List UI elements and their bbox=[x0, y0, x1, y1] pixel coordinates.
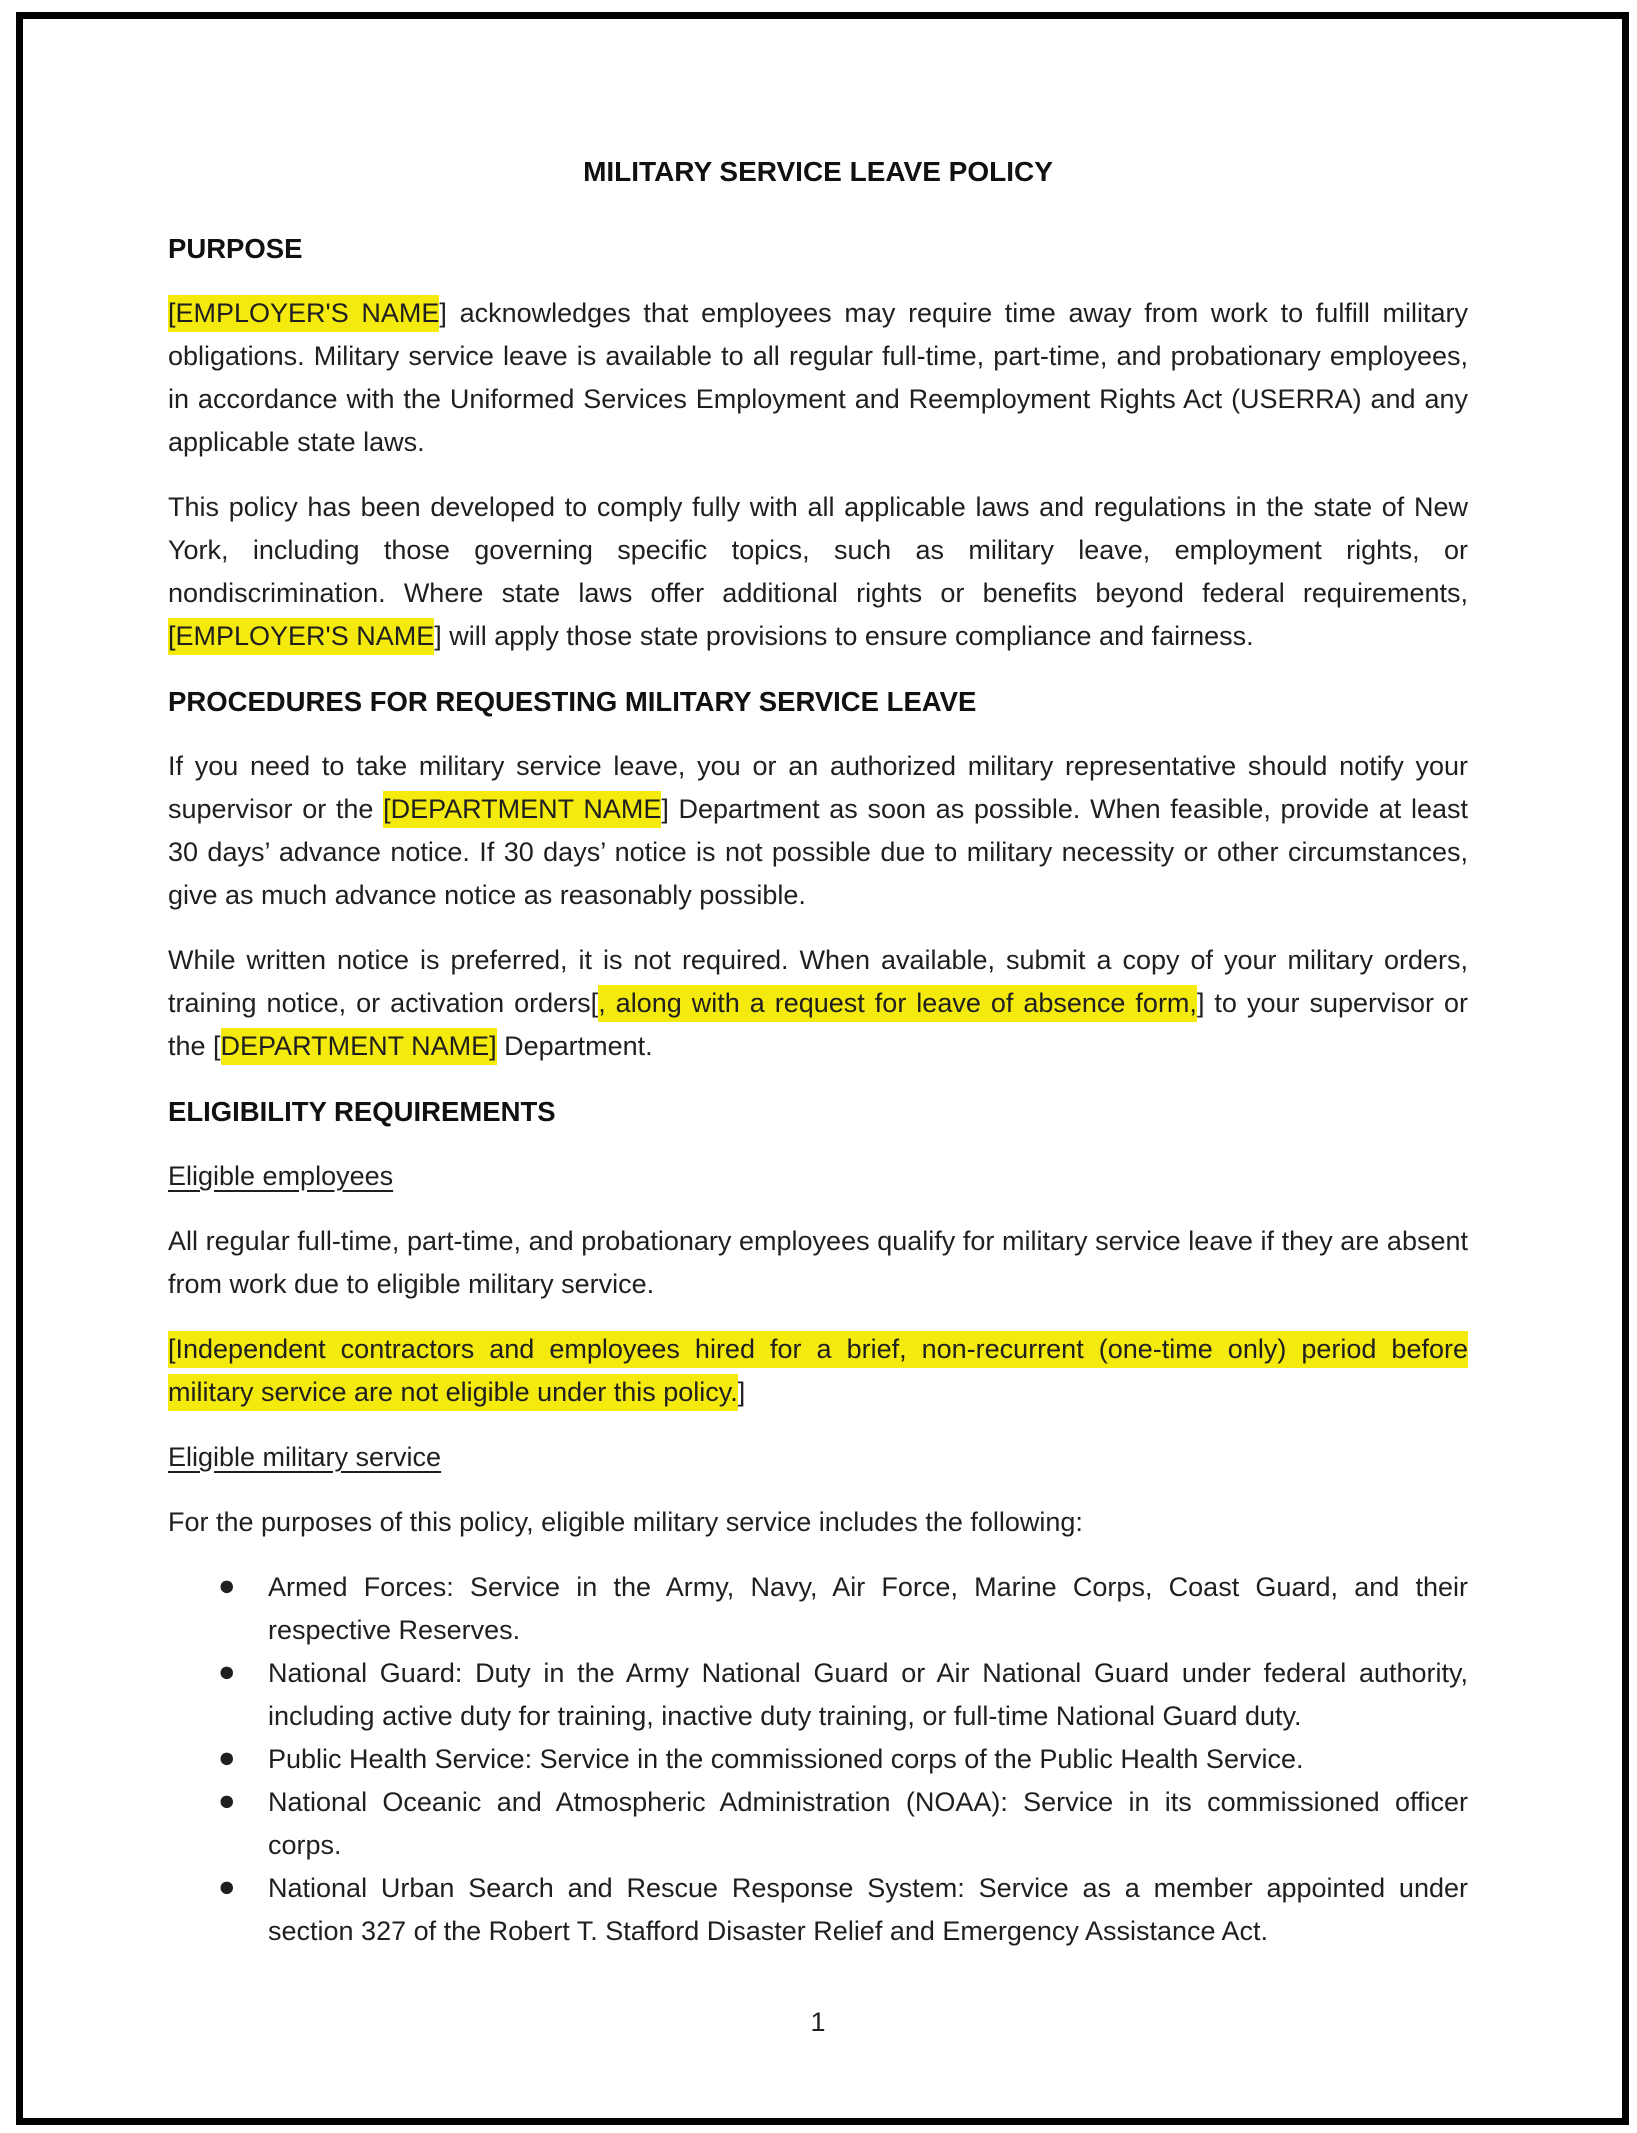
bullet-text: Armed Forces: Service in the Army, Navy, Air Force, Marine Corps, Coast Guard, and their respective Reserves. bbox=[268, 1572, 1468, 1645]
section-heading-eligibility: ELIGIBILITY REQUIREMENTS bbox=[168, 1096, 556, 1127]
bullet-item-armed-forces bbox=[168, 1566, 1468, 1652]
section-heading-procedures: PROCEDURES FOR REQUESTING MILITARY SERVICE LEAVE bbox=[168, 686, 977, 717]
bullet-text: National Urban Search and Rescue Response System: Service as a member appointed under section 327 of the Robert T. Stafford Disaster Relief and Emergency Assistance Act. bbox=[268, 1873, 1468, 1946]
paragraph-text: This policy has been developed to comply fully with all applicable laws and regulations in the state of New York, including those governing specific topics, such as military leave, employment rights, or nondiscrimination. Where state laws offer additional rights or benefits beyond federal requirements, bbox=[168, 492, 1468, 608]
bullet-icon: ● bbox=[218, 1871, 236, 1903]
paragraph-text: ] acknowledges that employees may require time away from work to fulfill military obligations. Military service leave is available to all regular full-time, part-time, and probationary employees, in accordance with the Uniformed Services Employment and Reemployment Rights Act (USERRA) and any applicable state laws. bbox=[168, 298, 1468, 457]
paragraph-text: ] will apply those state provisions to ensure compliance and fairness. bbox=[434, 621, 1254, 651]
paragraph-text: ] Department as soon as possible. When feasible, provide at least 30 days’ advance notice. If 30 days’ notice is not possible due to military necessity or other circumstances, give as much advance notice as reasonably possible. bbox=[168, 794, 1468, 910]
paragraph-text: ] to your supervisor or the [ bbox=[168, 988, 1469, 1061]
paragraph-text: All regular full-time, part-time, and probationary employees qualify for military service leave if they are absent from work due to eligible military service. bbox=[168, 1226, 1468, 1299]
bullet-text: National Guard: Duty in the Army National Guard or Air National Guard under federal authority, including active duty for training, inactive duty training, or full-time National Guard duty. bbox=[268, 1658, 1468, 1731]
bullet-icon: ● bbox=[218, 1570, 236, 1602]
paragraph-procedures-1 bbox=[168, 745, 1468, 917]
bullet-item-public-health-service bbox=[168, 1738, 1468, 1781]
page-number: 1 bbox=[810, 2007, 826, 2037]
paragraph-text: Department. bbox=[496, 1031, 653, 1061]
subheading-eligible-employees: Eligible employees bbox=[168, 1161, 394, 1191]
document-content bbox=[168, 0, 1468, 2044]
paragraph-text: ] bbox=[737, 1377, 746, 1407]
document-title: MILITARY SERVICE LEAVE POLICY bbox=[583, 156, 1053, 187]
bullet-icon: ● bbox=[218, 1785, 236, 1817]
bullet-text: Public Health Service: Service in the commissioned corps of the Public Health Service. bbox=[268, 1744, 1304, 1774]
paragraph-contractors-exclusion bbox=[168, 1328, 1468, 1414]
bullet-icon: ● bbox=[218, 1656, 236, 1688]
eligible-service-bullet-list bbox=[168, 1566, 1468, 1953]
placeholder-department-name: [DEPARTMENT NAME bbox=[383, 791, 661, 828]
paragraph-text: If you need to take military service leave, you or an authorized military representative should notify your supervisor or the bbox=[168, 751, 1468, 824]
placeholder-leave-of-absence-clause: , along with a request for leave of absence form, bbox=[598, 985, 1197, 1022]
paragraph-text: While written notice is preferred, it is not required. When available, submit a copy of your military orders, training notice, or activation orders[ bbox=[168, 945, 1468, 1018]
paragraph-text: For the purposes of this policy, eligible military service includes the following: bbox=[168, 1507, 1083, 1537]
placeholder-department-name: DEPARTMENT NAME] bbox=[221, 1028, 497, 1065]
paragraph-purpose-1 bbox=[168, 292, 1468, 464]
paragraph-purpose-2 bbox=[168, 486, 1468, 658]
paragraph-eligible-service-intro bbox=[168, 1501, 1468, 1544]
placeholder-contractors-clause: [Independent contractors and employees hired for a brief, non-recurrent (one-time only) period before military service are not eligible under this policy. bbox=[168, 1331, 1468, 1411]
paragraph-eligible-employees bbox=[168, 1220, 1468, 1306]
placeholder-employer-name: [EMPLOYER'S NAME bbox=[168, 295, 439, 332]
bullet-item-urban-search-rescue bbox=[168, 1867, 1468, 1953]
placeholder-employer-name: [EMPLOYER'S NAME bbox=[168, 618, 434, 655]
section-heading-purpose: PURPOSE bbox=[168, 233, 303, 264]
bullet-text: National Oceanic and Atmospheric Administration (NOAA): Service in its commissioned officer corps. bbox=[268, 1787, 1468, 1860]
subheading-eligible-military-service: Eligible military service bbox=[168, 1442, 442, 1472]
bullet-item-national-guard bbox=[168, 1652, 1468, 1738]
paragraph-procedures-2 bbox=[168, 939, 1468, 1068]
bullet-icon: ● bbox=[218, 1742, 236, 1774]
bullet-item-noaa bbox=[168, 1781, 1468, 1867]
